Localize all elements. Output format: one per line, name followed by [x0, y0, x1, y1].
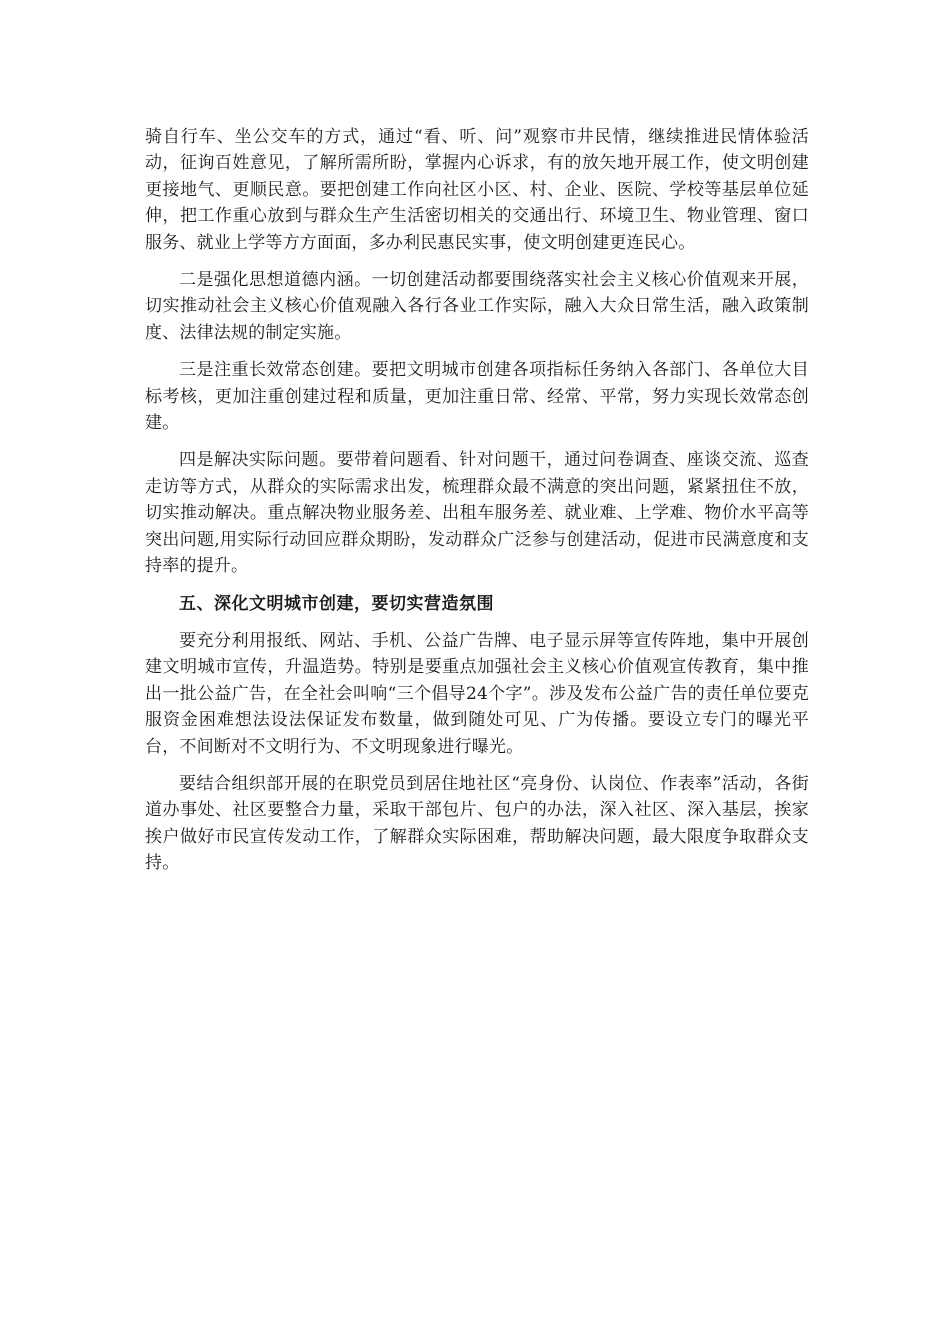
document-body — [145, 124, 809, 888]
paragraph-publicity: 要充分利用报纸、网站、手机、公益广告牌、电子显示屏等宣传阵地，集中开展创建文明城市宣传，升温造势。特别是要重点加强社会主义核心价值观宣传教育，集中推出一批公益广告，在全社会叫响“三个倡导24个字”。涉及发布公益广告的责任单位要克服资金困难想法设法保证发布数量，做到随处可见、广为传播。要设立专门的曝光平台，不间断对不文明行为、不文明现象进行曝光。 — [145, 630, 809, 757]
section-heading-five: 五、深化文明城市创建，要切实营造氛围 — [179, 593, 494, 614]
paragraph-point-four: 四是解决实际问题。要带着问题看、针对问题干，通过问卷调查、座谈交流、巡查走访等方式，从群众的实际需求出发，梳理群众最不满意的突出问题，紧紧扭住不放，切实推动解决。重点解决物业服务差、出租车服务差、就业难、上学难、物价水平高等突出问题,用实际行动回应群众期盼，发动群众广泛参与创建活动，促进市民满意度和支持率的提升。 — [145, 450, 809, 577]
paragraph-community: 要结合组织部开展的在职党员到居住地社区“亮身份、认岗位、作表率”活动，各街道办事处、社区要整合力量，采取干部包片、包户的办法，深入社区、深入基层，挨家挨户做好市民宣传发动工作，了解群众实际困难，帮助解决问题，最大限度争取群众支持。 — [145, 773, 809, 874]
paragraph-point-three: 三是注重长效常态创建。要把文明城市创建各项指标任务纳入各部门、各单位大目标考核，更加注重创建过程和质量，更加注重日常、经常、平常，努力实现长效常态创建。 — [145, 360, 809, 434]
paragraph-continued: 骑自行车、坐公交车的方式，通过“看、听、问”观察市井民情，继续推进民情体验活动，征询百姓意见，了解所需所盼，掌握内心诉求，有的放矢地开展工作，使文明创建更接地气、更顺民意。要把创建工作向社区小区、村、企业、医院、学校等基层单位延伸，把工作重心放到与群众生产生活密切相关的交通出行、环境卫生、物业管理、窗口服务、就业上学等方方面面，多办利民惠民实事，使文明创建更连民心。 — [145, 127, 809, 253]
paragraph-point-two: 二是强化思想道德内涵。一切创建活动都要围绕落实社会主义核心价值观来开展，切实推动社会主义核心价值观融入各行各业工作实际，融入大众日常生活，融入政策制度、法律法规的制定实施。 — [145, 270, 809, 343]
